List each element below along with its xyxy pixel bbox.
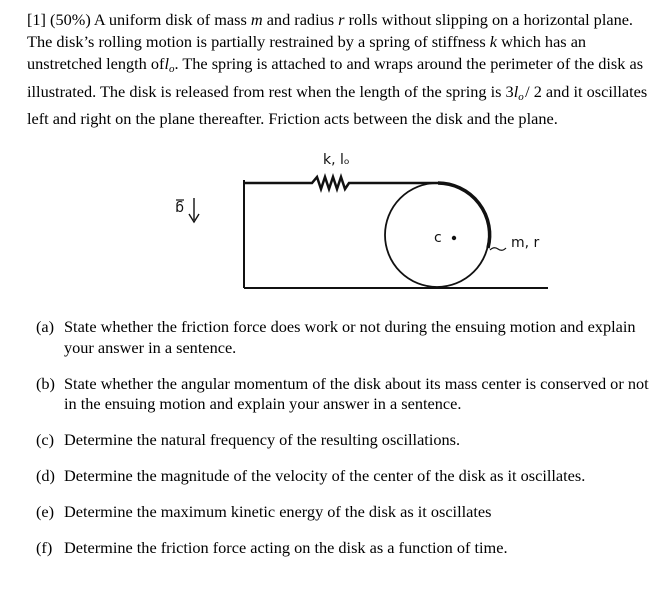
figure [170, 140, 570, 300]
disk-spring-diagram [170, 140, 570, 300]
question-letter: (f) [36, 538, 53, 557]
center-dot [452, 236, 456, 240]
question-text: Determine the natural frequency of the resulting oscillations. [64, 430, 461, 449]
problem-text-part: which has an unstretched length of [27, 32, 587, 74]
spring-label: k, lₒ [323, 152, 350, 168]
three-factor: 3 [505, 81, 514, 101]
question-item [36, 374, 656, 415]
center-label: c [434, 230, 442, 246]
disk-label: m, r [511, 235, 540, 251]
question-item [36, 502, 656, 523]
stiffness-symbol: k [489, 32, 497, 52]
question-item [36, 430, 656, 451]
question-list [36, 317, 656, 574]
length-subscript: o [168, 63, 175, 76]
question-letter: (b) [36, 373, 55, 393]
problem-text-part: and radius [266, 10, 335, 29]
mass-symbol: m [250, 10, 263, 29]
question-letter: (c) [36, 430, 55, 449]
radius-symbol: r [338, 10, 345, 29]
question-text: State whether the friction force does work or not during the ensuing motion and explain your answer in a sentence. [64, 317, 636, 357]
question-item [36, 538, 656, 559]
length-subscript: o [518, 90, 524, 103]
problem-header: [1] (50%) [27, 10, 91, 29]
question-text: State whether the angular momentum of the disk about its mass center is conserved or not in the ensuing motion and explain your answer in a sentence. [64, 373, 649, 413]
problem-text-part: rolls without slipping on a horizontal plane. The disk’s rolling motion is partially restrained by a spring of stiffness [27, 10, 634, 52]
length-symbol: l [513, 81, 519, 101]
question-item [36, 317, 656, 358]
question-letter: (a) [36, 317, 55, 336]
fraction-denominator: / 2 [525, 81, 542, 101]
question-letter: (d) [36, 466, 55, 485]
question-text: Determine the magnitude of the velocity of the center of the disk as it oscillates. [64, 466, 586, 485]
label-leader [490, 248, 506, 251]
spring [244, 177, 438, 189]
problem-statement [27, 9, 657, 130]
question-text: Determine the maximum kinetic energy of the disk as it oscillates [64, 502, 492, 521]
problem-text-part: A uniform disk of mass [93, 10, 247, 29]
spring-wrap [438, 183, 490, 248]
question-letter: (e) [36, 502, 55, 521]
question-text: Determine the friction force acting on the disk as a function of time. [64, 538, 508, 557]
question-item [36, 466, 656, 487]
length-symbol: l [164, 54, 169, 74]
problem-text-part: . The spring is attached to and wraps around the perimeter of the disk as illustrated. The disk is released from rest when the length of the spring is [27, 54, 644, 101]
problem-text-part: and it oscillates left and right on the plane thereafter. Friction acts between the disk and the plane. [27, 81, 648, 128]
gravity-label: g [175, 200, 184, 216]
